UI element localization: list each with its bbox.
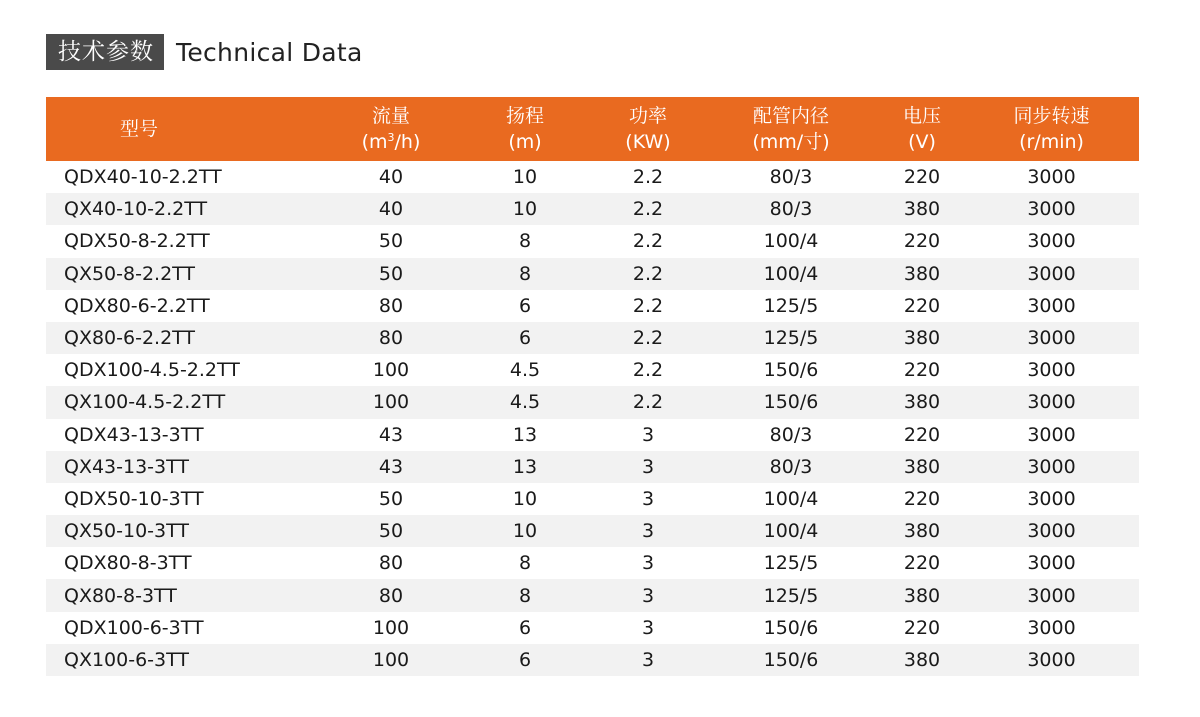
cell-head: 6 — [518, 648, 532, 671]
section-title — [46, 34, 363, 70]
cell-head: 6 — [518, 616, 532, 639]
cell-voltage: 380 — [903, 391, 941, 414]
header-speed-label: 同步转速 — [1013, 105, 1090, 127]
header-pipe-label: 配管内径 — [752, 105, 829, 127]
header-power — [594, 103, 702, 155]
cell-flow: 80 — [378, 294, 404, 317]
cell-flow: 50 — [378, 487, 404, 510]
table-row — [46, 547, 1139, 579]
header-power-label: 功率 — [628, 105, 667, 127]
cell-flow: 100 — [372, 648, 410, 671]
cell-power: 3 — [641, 584, 655, 607]
cell-head: 8 — [518, 230, 532, 253]
cell-voltage: 380 — [903, 262, 941, 285]
cell-head: 8 — [518, 552, 532, 575]
cell-head: 8 — [518, 584, 532, 607]
table-row — [46, 419, 1139, 451]
cell-pipe: 125/5 — [763, 294, 819, 317]
cell-voltage: 220 — [903, 487, 941, 510]
cell-flow: 40 — [378, 198, 404, 221]
cell-head: 6 — [518, 327, 532, 350]
cell-power: 3 — [641, 487, 655, 510]
cell-speed: 3000 — [1027, 359, 1076, 382]
table-header — [46, 97, 1139, 161]
cell-model: QDX100-4.5-2.2TT — [64, 359, 240, 382]
cell-speed: 3000 — [1027, 616, 1076, 639]
cell-power: 2.2 — [632, 327, 664, 350]
cell-pipe: 125/5 — [763, 584, 819, 607]
cell-flow: 100 — [372, 616, 410, 639]
cell-model: QX43-13-3TT — [64, 455, 190, 478]
cell-voltage: 380 — [903, 327, 941, 350]
cell-model: QX80-8-3TT — [64, 584, 177, 607]
cell-head: 10 — [512, 198, 538, 221]
section-title-cn: 技术参数 — [46, 34, 164, 70]
cell-pipe: 100/4 — [763, 520, 819, 543]
header-speed-unit: (r/min) — [1019, 131, 1084, 153]
cell-speed: 3000 — [1027, 262, 1076, 285]
cell-pipe: 125/5 — [763, 327, 819, 350]
cell-speed: 3000 — [1027, 294, 1076, 317]
cell-head: 10 — [512, 487, 538, 510]
cell-model: QDX50-10-3TT — [64, 487, 204, 510]
cell-power: 2.2 — [632, 262, 664, 285]
cell-model: QDX50-8-2.2TT — [64, 230, 210, 253]
cell-voltage: 220 — [903, 359, 941, 382]
header-voltage-label: 电压 — [902, 105, 941, 127]
cell-pipe: 80/3 — [769, 423, 813, 446]
table-row — [46, 644, 1139, 676]
cell-voltage: 380 — [903, 520, 941, 543]
cell-power: 3 — [641, 616, 655, 639]
header-pipe-unit: (mm/寸) — [752, 131, 830, 153]
header-flow-unit-sup: 3 — [387, 131, 395, 144]
table-row — [46, 612, 1139, 644]
cell-power: 2.2 — [632, 391, 664, 414]
header-voltage-unit: (V) — [908, 131, 936, 153]
cell-flow: 50 — [378, 230, 404, 253]
table-row — [46, 483, 1139, 515]
table-row — [46, 161, 1139, 193]
cell-flow: 80 — [378, 552, 404, 575]
table-row — [46, 579, 1139, 611]
cell-speed: 3000 — [1027, 455, 1076, 478]
cell-voltage: 380 — [903, 648, 941, 671]
cell-voltage: 220 — [903, 552, 941, 575]
cell-head: 4.5 — [509, 359, 541, 382]
header-model — [46, 116, 326, 142]
cell-voltage: 380 — [903, 198, 941, 221]
cell-head: 8 — [518, 262, 532, 285]
cell-speed: 3000 — [1027, 423, 1076, 446]
cell-model: QX100-4.5-2.2TT — [64, 391, 226, 414]
cell-pipe: 150/6 — [763, 616, 819, 639]
cell-power: 3 — [641, 520, 655, 543]
cell-voltage: 380 — [903, 584, 941, 607]
cell-model: QDX80-6-2.2TT — [64, 294, 210, 317]
cell-voltage: 220 — [903, 294, 941, 317]
table-row — [46, 322, 1139, 354]
cell-flow: 40 — [378, 166, 404, 189]
cell-pipe: 80/3 — [769, 455, 813, 478]
cell-flow: 43 — [378, 455, 404, 478]
cell-pipe: 150/6 — [763, 391, 819, 414]
cell-speed: 3000 — [1027, 327, 1076, 350]
cell-flow: 50 — [378, 520, 404, 543]
cell-speed: 3000 — [1027, 487, 1076, 510]
table-row — [46, 515, 1139, 547]
header-model-label: 型号 — [120, 118, 159, 140]
header-speed — [964, 103, 1139, 155]
table-row — [46, 225, 1139, 257]
cell-model: QX80-6-2.2TT — [64, 327, 196, 350]
cell-speed: 3000 — [1027, 584, 1076, 607]
table-row — [46, 354, 1139, 386]
cell-model: QDX43-13-3TT — [64, 423, 204, 446]
cell-pipe: 80/3 — [769, 198, 813, 221]
cell-head: 10 — [512, 520, 538, 543]
cell-flow: 50 — [378, 262, 404, 285]
header-flow — [326, 103, 456, 155]
cell-flow: 100 — [372, 359, 410, 382]
header-pipe — [702, 103, 880, 155]
cell-speed: 3000 — [1027, 552, 1076, 575]
cell-model: QX50-10-3TT — [64, 520, 190, 543]
cell-flow: 80 — [378, 327, 404, 350]
cell-speed: 3000 — [1027, 520, 1076, 543]
cell-power: 3 — [641, 455, 655, 478]
header-head-unit: (m) — [508, 131, 542, 153]
cell-power: 2.2 — [632, 198, 664, 221]
cell-model: QX40-10-2.2TT — [64, 198, 208, 221]
cell-speed: 3000 — [1027, 166, 1076, 189]
cell-power: 3 — [641, 648, 655, 671]
cell-speed: 3000 — [1027, 198, 1076, 221]
table-row — [46, 451, 1139, 483]
cell-model: QX50-8-2.2TT — [64, 262, 196, 285]
header-flow-unit-suffix: /h) — [394, 131, 421, 153]
cell-pipe: 100/4 — [763, 487, 819, 510]
header-flow-label: 流量 — [371, 105, 410, 127]
cell-power: 3 — [641, 552, 655, 575]
section-title-en: Technical Data — [176, 37, 363, 67]
cell-voltage: 220 — [903, 423, 941, 446]
table-row — [46, 386, 1139, 418]
header-flow-unit-prefix: (m — [361, 131, 388, 153]
cell-power: 2.2 — [632, 294, 664, 317]
cell-model: QDX40-10-2.2TT — [64, 166, 222, 189]
cell-head: 10 — [512, 166, 538, 189]
cell-model: QX100-6-3TT — [64, 648, 190, 671]
cell-speed: 3000 — [1027, 230, 1076, 253]
cell-head: 13 — [512, 455, 538, 478]
cell-voltage: 220 — [903, 166, 941, 189]
cell-power: 2.2 — [632, 166, 664, 189]
header-voltage — [880, 103, 964, 155]
cell-power: 2.2 — [632, 359, 664, 382]
cell-pipe: 150/6 — [763, 359, 819, 382]
cell-head: 4.5 — [509, 391, 541, 414]
cell-flow: 80 — [378, 584, 404, 607]
header-head — [456, 103, 594, 155]
cell-voltage: 380 — [903, 455, 941, 478]
cell-pipe: 100/4 — [763, 262, 819, 285]
table-row — [46, 290, 1139, 322]
cell-head: 6 — [518, 294, 532, 317]
cell-speed: 3000 — [1027, 391, 1076, 414]
cell-power: 3 — [641, 423, 655, 446]
cell-head: 13 — [512, 423, 538, 446]
cell-speed: 3000 — [1027, 648, 1076, 671]
table-row — [46, 258, 1139, 290]
cell-power: 2.2 — [632, 230, 664, 253]
header-flow-unit — [326, 129, 456, 155]
cell-voltage: 220 — [903, 616, 941, 639]
cell-voltage: 220 — [903, 230, 941, 253]
table-row — [46, 193, 1139, 225]
cell-pipe: 150/6 — [763, 648, 819, 671]
header-power-unit: (KW) — [625, 131, 671, 153]
technical-data-table — [46, 97, 1139, 676]
cell-pipe: 125/5 — [763, 552, 819, 575]
cell-flow: 43 — [378, 423, 404, 446]
cell-model: QDX80-8-3TT — [64, 552, 192, 575]
cell-pipe: 100/4 — [763, 230, 819, 253]
header-head-label: 扬程 — [505, 105, 544, 127]
cell-pipe: 80/3 — [769, 166, 813, 189]
cell-model: QDX100-6-3TT — [64, 616, 204, 639]
cell-flow: 100 — [372, 391, 410, 414]
